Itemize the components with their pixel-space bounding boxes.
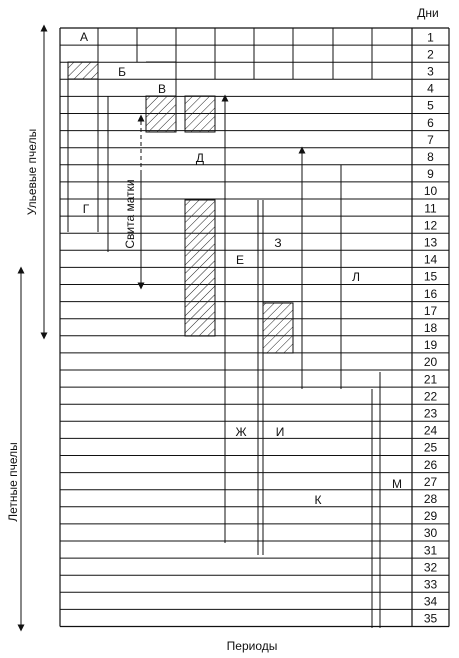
hatch-v	[146, 96, 176, 132]
day-number: 20	[423, 355, 438, 370]
period-b: Б	[118, 65, 126, 79]
day-number: 18	[423, 321, 438, 336]
period-d: Д	[195, 151, 205, 165]
day-number: 24	[423, 423, 438, 438]
period-g: Г	[82, 202, 90, 216]
queen-retinue-label: Свита матки	[123, 179, 137, 249]
period-boundaries	[68, 62, 380, 628]
day-number: 9	[427, 167, 434, 182]
period-l: Л	[352, 270, 360, 284]
day-number: 11	[424, 201, 437, 216]
day-number: 10	[423, 184, 438, 199]
day-number: 22	[423, 389, 438, 404]
period-m: М	[392, 477, 402, 491]
day-number: 25	[423, 440, 438, 455]
day-number: 13	[423, 235, 438, 250]
day-number: 16	[423, 286, 438, 301]
day-number: 19	[423, 338, 438, 353]
day-number: 5	[427, 98, 434, 113]
day-number: 2	[427, 47, 434, 62]
period-e: Е	[235, 253, 245, 267]
day-number: 34	[423, 594, 438, 609]
day-number: 31	[423, 543, 438, 558]
day-labels	[424, 30, 438, 625]
day-number: 1	[427, 30, 434, 45]
period-k: К	[314, 493, 322, 507]
hatch-d-top	[185, 96, 215, 132]
day-number: 30	[423, 526, 438, 541]
field-bees-label: Летные пчелы	[6, 442, 20, 522]
hatch-z	[263, 303, 293, 353]
hive-bees-label: Ульевые пчелы	[25, 128, 39, 216]
period-v: В	[157, 82, 167, 96]
hatch-a	[68, 62, 98, 79]
day-number: 23	[423, 406, 438, 421]
day-number: 29	[423, 509, 438, 524]
day-number: 14	[423, 252, 438, 267]
day-number: 6	[427, 115, 434, 130]
period-letters	[80, 30, 402, 507]
day-number: 21	[423, 372, 438, 387]
day-number: 15	[423, 269, 438, 284]
day-number: 26	[423, 457, 438, 472]
day-number: 35	[423, 611, 438, 626]
grid	[60, 28, 449, 627]
period-a: А	[79, 30, 89, 44]
hatched-areas	[68, 62, 293, 353]
day-number: 8	[427, 150, 434, 165]
day-number: 3	[427, 64, 434, 79]
day-number: 12	[423, 218, 438, 233]
periods-footer: Периоды	[226, 639, 278, 653]
period-i: И	[275, 425, 285, 439]
days-header: Дни	[417, 6, 439, 20]
day-number: 33	[423, 577, 438, 592]
day-number: 32	[423, 560, 438, 575]
hatch-d-main	[185, 200, 215, 336]
period-z: З	[274, 236, 282, 250]
day-number: 17	[423, 303, 438, 318]
period-zh: Ж	[235, 425, 247, 439]
day-number: 4	[427, 81, 434, 96]
day-number: 7	[427, 132, 434, 147]
day-number: 28	[423, 492, 438, 507]
day-number: 27	[423, 474, 438, 489]
